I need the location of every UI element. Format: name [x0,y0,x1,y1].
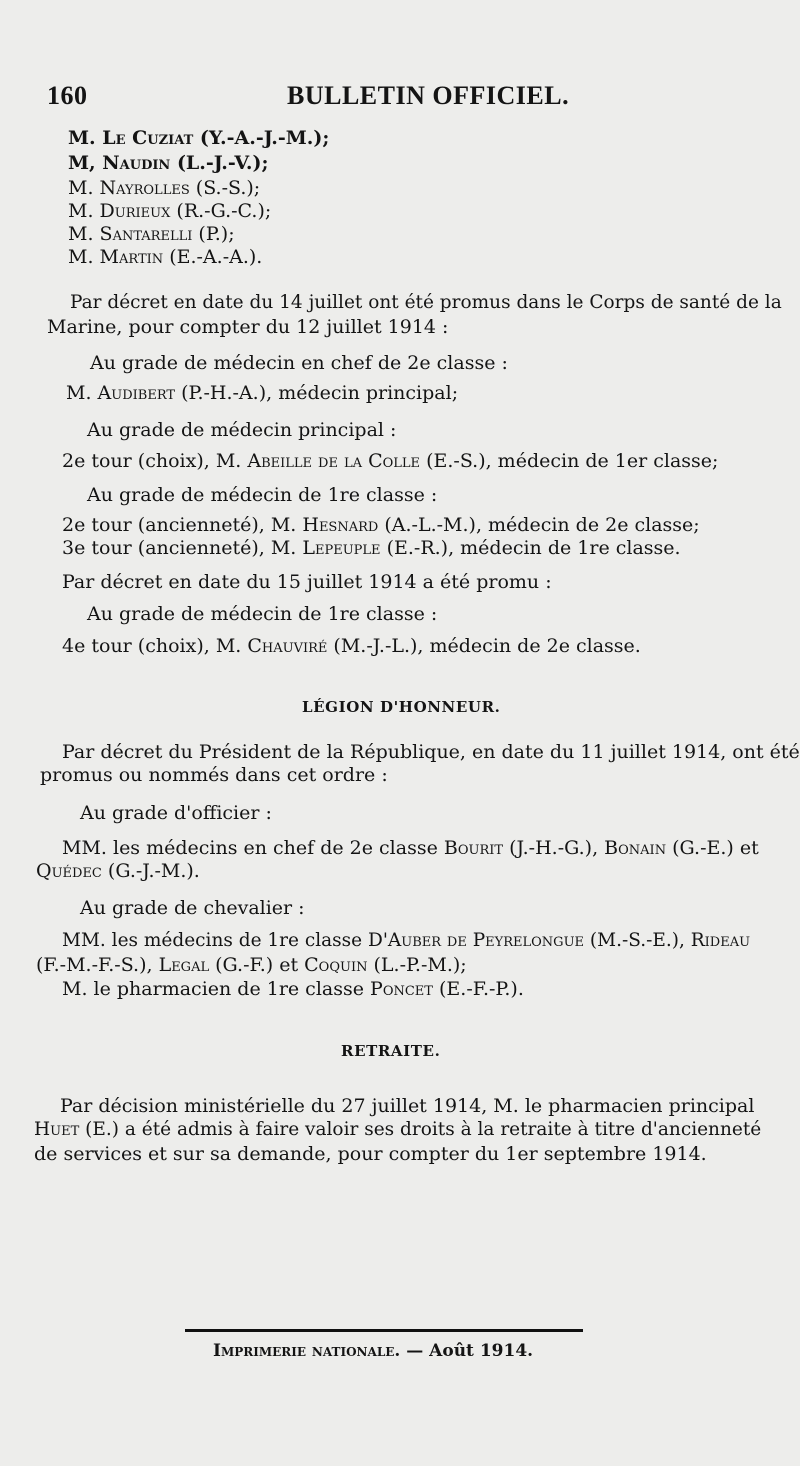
retraite-line3: de services et sur sa demande, pour compter du 1er septembre 1914. [34,1143,707,1165]
grade-heading: Au grade de médecin en chef de 2e classe : [90,352,508,374]
appointment-line: (F.-M.-F.-S.), Legal (G.-F.) et Coquin (L.-P.-M.); [36,954,467,976]
list-item: M, Naudin (L.-J.-V.); [68,152,269,174]
footer-imprint: Imprimerie nationale. — Août 1914. [213,1341,534,1361]
list-item: M. Nayrolles (S.-S.); [68,177,261,199]
list-item: M. Le Cuziat (Y.-A.-J.-M.); [68,127,330,149]
grade-heading: Au grade de médecin de 1re classe : [87,603,438,625]
appointment-line: Quédec (G.-J.-M.). [36,860,200,882]
appointment-line: 4e tour (choix), M. Chauviré (M.-J.-L.), médecin de 2e classe. [62,635,641,657]
page-number: 160 [47,81,88,110]
page-title: BULLETIN OFFICIEL. [287,81,570,110]
appointment-line: M. Audibert (P.-H.-A.), médecin principal; [66,382,459,404]
decret1-line2: Marine, pour compter du 12 juillet 1914 : [47,316,449,338]
grade-heading: Au grade de médecin de 1re classe : [87,484,438,506]
retraite-line1: Par décision ministérielle du 27 juillet 1914, M. le pharmacien principal [60,1095,755,1117]
list-item: M. Santarelli (P.); [68,223,235,245]
grade-heading: Au grade d'officier : [80,802,272,824]
retraite-line2: Huet (E.) a été admis à faire valoir ses droits à la retraite à titre d'ancienneté [34,1119,762,1140]
decret2-line1: Par décret en date du 15 juillet 1914 a été promu : [62,571,552,593]
grade-heading: Au grade de médecin principal : [87,419,397,441]
list-item: M. Martin (E.-A.-A.). [68,246,263,268]
appointment-line: MM. les médecins en chef de 2e classe Bourit (J.-H.-G.), Bonain (G.-E.) et [62,837,759,859]
appointment-line: 3e tour (ancienneté), M. Lepeuple (E.-R.), médecin de 1re classe. [62,537,681,559]
appointment-line: 2e tour (ancienneté), M. Hesnard (A.-L.-M.), médecin de 2e classe; [62,514,700,536]
appointment-line: MM. les médecins de 1re classe D'Auber de Peyrelongue (M.-S.-E.), Rideau [62,930,751,951]
decret1-line1: Par décret en date du 14 juillet ont été promus dans le Corps de santé de la [70,292,782,313]
legion-line2: promus ou nommés dans cet ordre : [40,764,388,786]
section-heading: RETRAITE. [341,1042,441,1060]
legion-line1: Par décret du Président de la République, en date du 11 juillet 1914, ont été [62,741,800,763]
footer-rule [185,1329,583,1332]
section-heading: LÉGION D'HONNEUR. [302,698,501,716]
appointment-line: M. le pharmacien de 1re classe Poncet (E.-F.-P.). [62,978,524,1000]
grade-heading: Au grade de chevalier : [80,897,305,919]
appointment-line: 2e tour (choix), M. Abeille de la Colle (E.-S.), médecin de 1er classe; [62,450,719,472]
list-item: M. Durieux (R.-G.-C.); [68,200,272,222]
